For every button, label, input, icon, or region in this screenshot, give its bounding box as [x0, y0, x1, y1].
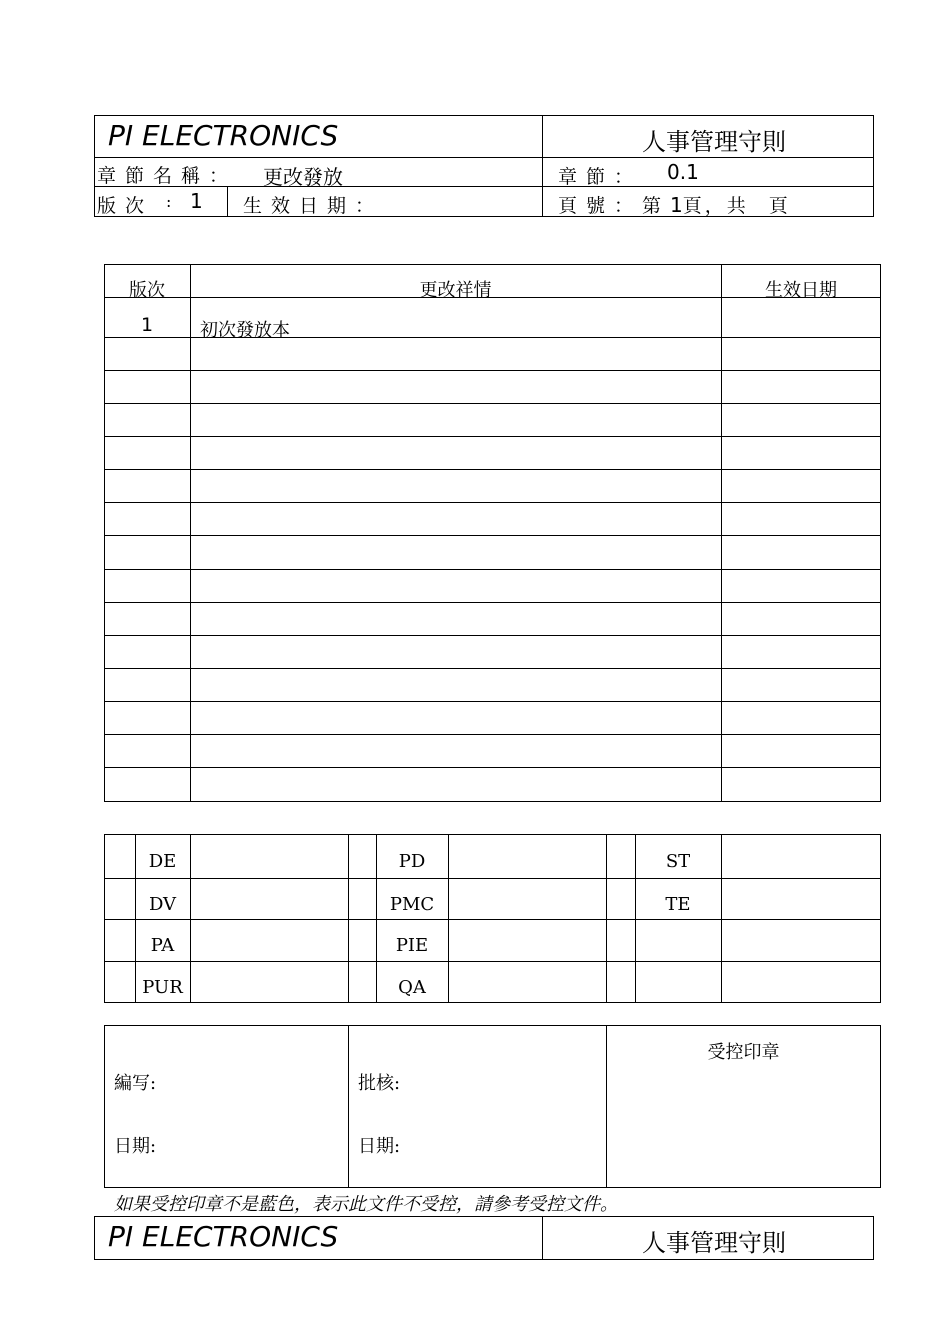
dept-pie: PIE — [395, 935, 429, 956]
header-divider — [542, 115, 543, 217]
written-date-label: 日期: — [114, 1136, 157, 1157]
revision-row-line — [104, 602, 881, 603]
revision-row-line — [104, 701, 881, 702]
distribution-row-divider — [104, 878, 881, 879]
revision-row-line — [104, 734, 881, 735]
revision-row-line — [104, 668, 881, 669]
page-value: 1 — [670, 193, 683, 217]
approved-date-label: 日期: — [358, 1136, 401, 1157]
controlled-stamp-label: 受控印章 — [707, 1042, 780, 1063]
revision-row-line — [104, 370, 881, 371]
page-number — [558, 191, 788, 218]
dept-de: DE — [148, 851, 177, 872]
revision-row-line — [104, 635, 881, 636]
chapter-name-label: 章節名稱： — [97, 165, 238, 187]
distribution-row-divider — [104, 961, 881, 962]
revision-row-line — [104, 569, 881, 570]
revision-row-line — [104, 403, 881, 404]
dept-st: ST — [665, 851, 691, 872]
chapter-name-value: 更改發放 — [263, 165, 343, 189]
dept-pd: PD — [398, 851, 426, 872]
signature-divider — [348, 1025, 349, 1188]
revision-col-divider — [721, 264, 722, 802]
company-name: PI ELECTRONICS — [108, 119, 339, 152]
written-by-label: 編写: — [114, 1073, 157, 1094]
header-version-divider — [227, 186, 228, 217]
distribution-col-divider — [448, 834, 449, 1003]
revision-header-date: 生效日期 — [765, 280, 837, 301]
revision-header-version: 版次 — [129, 280, 165, 301]
dept-pa: PA — [150, 935, 175, 956]
revision-row-line — [104, 767, 881, 768]
chapter-value: 0.1 — [667, 160, 699, 184]
dept-pmc: PMC — [389, 894, 435, 915]
control-note: 如果受控印章不是藍色，表示此文件不受控，請參考受控文件。 — [114, 1194, 618, 1215]
dept-qa: QA — [398, 977, 426, 998]
dept-pur: PUR — [142, 977, 183, 998]
version-label: 版次 — [97, 195, 154, 217]
page-label: 頁號：第 — [558, 195, 671, 217]
revision-row-line — [104, 469, 881, 470]
distribution-col-divider — [721, 834, 722, 1003]
chapter-label: 章節： — [558, 166, 643, 188]
footer-document-title: 人事管理守則 — [642, 1229, 786, 1257]
document-title: 人事管理守則 — [642, 128, 786, 156]
footer-divider — [542, 1216, 543, 1260]
dept-te: TE — [665, 894, 691, 915]
version-value: 1 — [190, 189, 203, 213]
distribution-row-divider — [104, 919, 881, 920]
version-colon: : — [166, 192, 172, 211]
footer-company-name: PI ELECTRONICS — [108, 1220, 339, 1253]
revision-row-line — [104, 502, 881, 503]
distribution-col-divider — [606, 834, 607, 1003]
revision-col-divider — [190, 264, 191, 802]
header-row-divider — [94, 157, 874, 158]
revision-row-line — [104, 436, 881, 437]
distribution-col-divider — [348, 834, 349, 1003]
revision-version-cell: 1 — [140, 314, 154, 336]
revision-table-border — [104, 264, 881, 802]
revision-row-line — [104, 535, 881, 536]
approved-by-label: 批核: — [358, 1073, 401, 1094]
page-total-suffix: 頁 — [768, 195, 788, 217]
distribution-col-divider — [190, 834, 191, 1003]
revision-details-cell: 初次發放本 — [200, 320, 290, 341]
revision-header-details: 更改祥情 — [419, 280, 492, 301]
page-suffix: 頁，共 — [682, 195, 749, 217]
effective-date-label: 生效日期： — [243, 195, 384, 217]
dept-dv: DV — [148, 894, 177, 915]
